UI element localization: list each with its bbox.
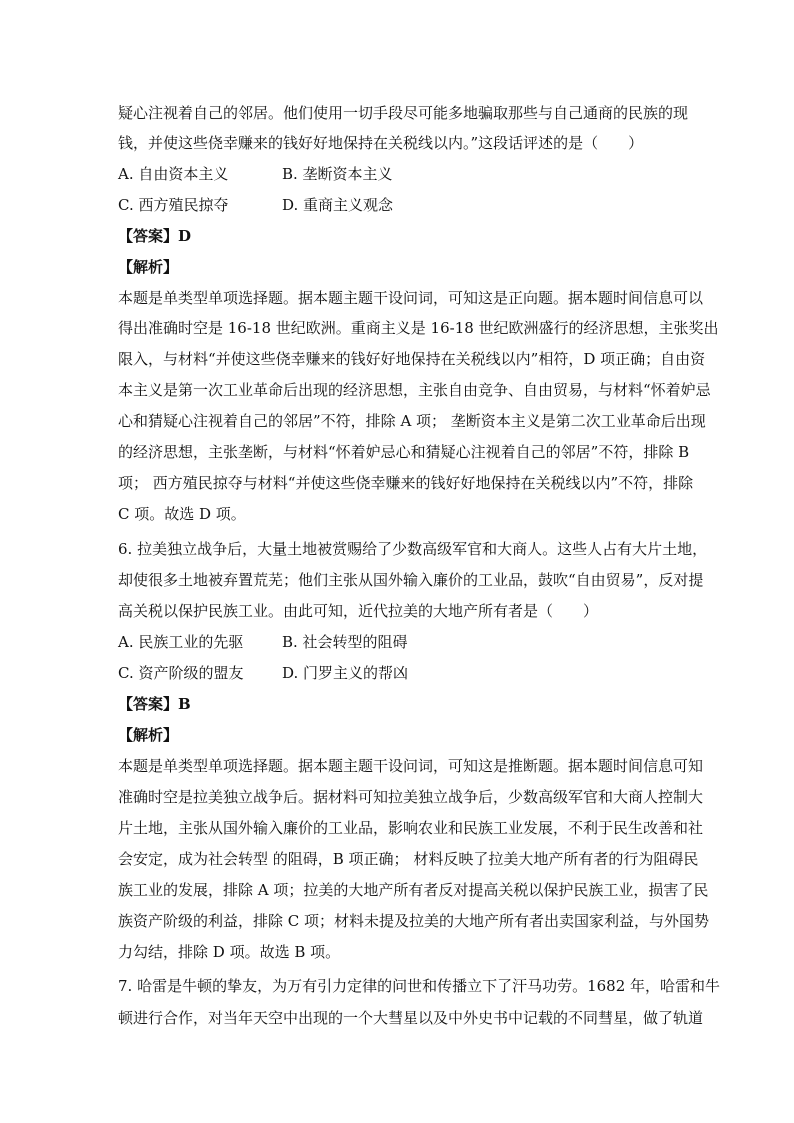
q5-answer: 【答案】D (118, 227, 192, 245)
q5-analysis-line: 本题是单类型单项选择题。据本题主题干设问词，可知这是正向题。据本题时间信息可以 (118, 289, 704, 307)
q6-analysis-label: 【解析】 (118, 726, 179, 744)
q6-stem-line: 高关税以保护民族工业。由此可知，近代拉美的大地产所有者是（ ） (118, 602, 599, 620)
q6-analysis-line: 准确时空是拉美独立战争后。据材料可知拉美独立战争后，少数高级军官和大商人控制大 (118, 788, 704, 806)
q6-stem-line: 6. 拉美独立战争后，大量土地被赏赐给了少数高级军官和大商人。这些人占有大片土地， (118, 540, 708, 558)
q6-stem-line: 却使很多土地被弃置荒芜；他们主张从国外输入廉价的工业品，鼓吹“自由贸易”，反对提 (118, 571, 704, 589)
q5-analysis-label: 【解析】 (118, 258, 179, 276)
q7-stem-line: 7. 哈雷是牛顿的挚友，为万有引力定律的问世和传播立下了汗马功劳。1682 年，哈雷和牛 (118, 977, 721, 995)
q5-analysis-line: 得出准确时空是 16-18 世纪欧洲。重商主义是 16-18 世纪欧洲盛行的经济思想，主张奖出 (118, 319, 719, 337)
q5-analysis-line: 本主义是第一次工业革命后出现的经济思想，主张自由竞争、自由贸易，与材料“怀着妒忌 (118, 381, 711, 399)
q5-option-d: D. 重商主义观念 (282, 196, 394, 214)
q6-answer: 【答案】B (118, 695, 191, 713)
q6-analysis-line: 族工业的发展，排除 A 项；拉美的大地产所有者反对提高关税以保护民族工业，损害了民 (118, 881, 709, 899)
q5-analysis-line: 的经济思想，主张垄断，与材料“怀着妒忌心和猜疑心注视着自己的邻居”不符，排除 B (118, 443, 690, 461)
q6-option-a: A. 民族工业的先驱 (118, 633, 244, 651)
q6-option-b: B. 社会转型的阻碍 (282, 633, 408, 651)
q6-option-d: D. 门罗主义的帮凶 (282, 664, 409, 682)
q6-analysis-line: 力勾结，排除 D 项。故选 B 项。 (118, 943, 341, 961)
q5-analysis-line: 项； 西方殖民掠夺与材料“并使这些侥幸赚来的钱好好地保持在关税线以内”不符，排除 (118, 474, 694, 492)
q6-analysis-line: 会安定，成为社会转型 的阻碍，B 项正确； 材料反映了拉美大地产所有者的行为阻碍民 (118, 850, 699, 868)
q5-stem-line: 疑心注视着自己的邻居。他们使用一切手段尽可能多地骗取那些与自己通商的民族的现 (118, 104, 689, 122)
q5-analysis-line: 限入，与材料“并使这些侥幸赚来的钱好好地保持在关税线以内”相符，D 项正确；自由资 (118, 350, 706, 368)
q6-option-c: C. 资产阶级的盟友 (118, 664, 244, 682)
q6-analysis-line: 族资产阶级的利益，排除 C 项；材料未提及拉美的大地产所有者出卖国家利益，与外国势 (118, 912, 710, 930)
q5-stem-line: 钱，并使这些侥幸赚来的钱好好地保持在关税线以内。”这段话评述的是（ ） (118, 134, 644, 152)
q5-option-a: A. 自由资本主义 (118, 165, 229, 183)
q7-stem-line: 顿进行合作，对当年天空中出现的一个大彗星以及中外史书中记载的不同彗星，做了轨道 (118, 1009, 704, 1027)
q6-analysis-line: 片土地，主张从国外输入廉价的工业品，影响农业和民族工业发展，不利于民生改善和社 (118, 819, 704, 837)
q5-option-c: C. 西方殖民掠夺 (118, 196, 229, 214)
q5-analysis-line: C 项。故选 D 项。 (118, 505, 246, 523)
q5-analysis-line: 心和猜疑心注视着自己的邻居”不符，排除 A 项； 垄断资本主义是第二次工业革命后出现 (118, 412, 706, 430)
q6-analysis-line: 本题是单类型单项选择题。据本题主题干设问词，可知这是推断题。据本题时间信息可知 (118, 757, 704, 775)
q5-option-b: B. 垄断资本主义 (282, 165, 393, 183)
